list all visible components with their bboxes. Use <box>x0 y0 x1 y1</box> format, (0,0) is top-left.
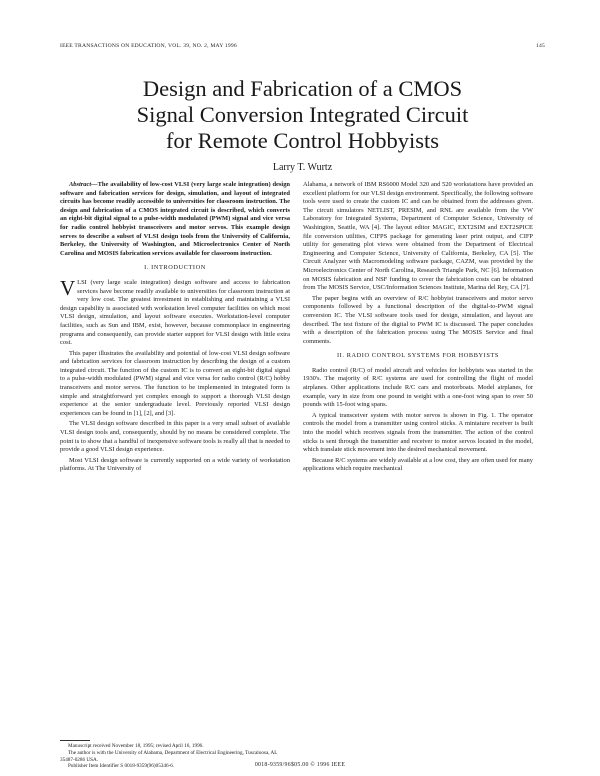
right-column <box>303 181 533 476</box>
running-head <box>60 43 545 53</box>
journal-citation: IEEE TRANSACTIONS ON EDUCATION, VOL. 39, NO. 2, MAY 1996 <box>60 43 237 49</box>
title-line: Design and Fabrication of a CMOS <box>142 76 463 101</box>
copyright-code: 0018-9359/96$05.00 © 1996 IEEE <box>254 762 346 768</box>
footnote: Publisher Item Identifier S 0018-9359(96)05346-6. <box>68 763 175 770</box>
paragraph: Radio control (R/C) of model aircraft and vehicles for hobbyists was started in the 1930's. The majority of R/C systems are used for controlling the flight of model airplanes. Other applications include R/C cars and motorboats. Model airplanes, for example, vary in size from one pound in weight with a one-foot wing span to over 50 pounds with 15-foot wing spans. <box>303 366 533 409</box>
author-name: Larry T. Wurtz <box>272 162 333 173</box>
abstract <box>60 181 290 258</box>
paragraph: Because R/C systems are widely available at a low cost, they are often used for many applications which require mechanical <box>303 456 533 473</box>
paragraph: A typical transceiver system with motor servos is shown in Fig. 1. The operator controls the model from a transmitter using control sticks. A miniature receiver is built into the model which receives signals from the transmitter. The action of the control sticks is sent through the transmitter and receiver to motor servos located in the model, which translate stick movement into the desired mechanical movement. <box>303 411 533 454</box>
paragraph <box>60 275 290 348</box>
title-line: Signal Conversion Integrated Circuit <box>136 102 469 127</box>
paragraph: This paper illustrates the availability and potential of low-cost VLSI design software and fabrication services for classroom instruction by describing the design of a custom integrated circuit. The function of the custom IC is to convert an eight-bit digital signal to a pulse-width modulated (PWM) signal and vice versa for radio control (R/C) hobby transceivers and motor servos. The function to be implemented in integrated form is simple and straightforward yet complex enough to support a thorough VLSI design experience at the senior undergraduate level. Previously reported VLSI design experiences can be found in [1], [2], and [3]. <box>60 349 290 417</box>
paragraph: The VLSI design software described in this paper is a very small subset of available VLSI design tools and, consequently, should by no means be considered complete. The point is to show that a handful of inexpensive software tools is really all that is needed to provide a good VLSI design experience. <box>60 420 290 454</box>
footnote: Manuscript received November 18, 1995; revised April 16, 1996. <box>68 743 204 749</box>
footnote: The author is with the University of Alabama, Department of Electrical Engineering, Tuscaloosa, AL 35487-0286 USA. <box>60 749 278 763</box>
title-line: for Remote Control Hobbyists <box>165 128 440 153</box>
paragraph-text: LSI (very large scale integration) design software and access to fabrication services have become readily available to universities for classroom instruction at very low cost. The greatest investment in establishing and maintaining a VLSI design capability is associated with workstation level computer facilities on which most VLSI design, simulation, and layout software executes. Workstation-level computer facilities, such as Sun and IBM, exist, however, because commonplace in engineering programs and consequently, can provide starter support for VLSI design with little extra cost. <box>60 278 290 347</box>
footnote-rule <box>60 740 90 741</box>
page-number: 145 <box>536 43 545 49</box>
paragraph: Alabama, a network of IBM RS6000 Model 320 and 520 workstations have provided an excellent platform for our VLSI design environment. Specifically, the following software tools were used to create the custom IC and can be obtained from the addresses given. The circuit simulators NETLIST, PRESIM, and RNL are available from the VW Laboratory for Integrated Systems, Department of Computer Science, University of Washington, Seattle, WA [4]. The layout editor MAGIC, EXT2SIM and EXT2SPICE file conversion utilities, CIFPS package for generating laser print output, and CIFP utility for generating plot views were obtained from the Department of Electrical Engineering and Computer Science, University of California, Berkeley, CA [5]. The Circuit Analyzer with Macromodeling software package, CAZM, was provided by the Microelectronics Center of North Carolina, Research Triangle Park, NC [6]. Information on MOSIS fabrication and NSF funding to cover the fabrication costs can be obtained from The MOSIS Service, USC/Information Sciences Institute, Marina del Rey, CA [7]. <box>303 181 533 292</box>
drop-cap: V <box>60 275 76 300</box>
section-heading-introduction: I. INTRODUCTION <box>144 264 206 272</box>
paragraph: Most VLSI design software is currently supported on a wide variety of workstation platforms. At The University of <box>60 456 290 473</box>
left-column <box>60 181 290 476</box>
paper-title <box>60 76 545 154</box>
paragraph: The paper begins with an overview of R/C hobbyist transceivers and motor servo components followed by a functional description of the digital-to-PWM signal conversion IC. The VLSI software tools used for design, simulation, and layout are described. The test fixture of the digital to PWM IC is discussed. The paper concludes with a description of the fabrication process using The MOSIS Service and final comments. <box>303 294 533 345</box>
abstract-text: The availability of low-cost VLSI (very large scale integration) design software and fabrication services for design, simulation, and layout of integrated circuits has become readily accessible to universities for classroom instruction. The design and fabrication of a CMOS integrated circuit is described, which converts an eight-bit digital signal to a pulse-width modulated (PWM) signal and vice versa for radio control hobbyist transceivers and motor servos. This example design serves to describe a subset of VLSI design tools from the University of California, Berkeley, the University of Washington, and Microelectronics Center of North Carolina and MOSIS fabrication services available for classroom instruction. <box>60 181 290 257</box>
abstract-label: Abstract— <box>69 181 98 188</box>
section-heading-radio-control: II. RADIO CONTROL SYSTEMS FOR HOBBYISTS <box>336 352 500 360</box>
